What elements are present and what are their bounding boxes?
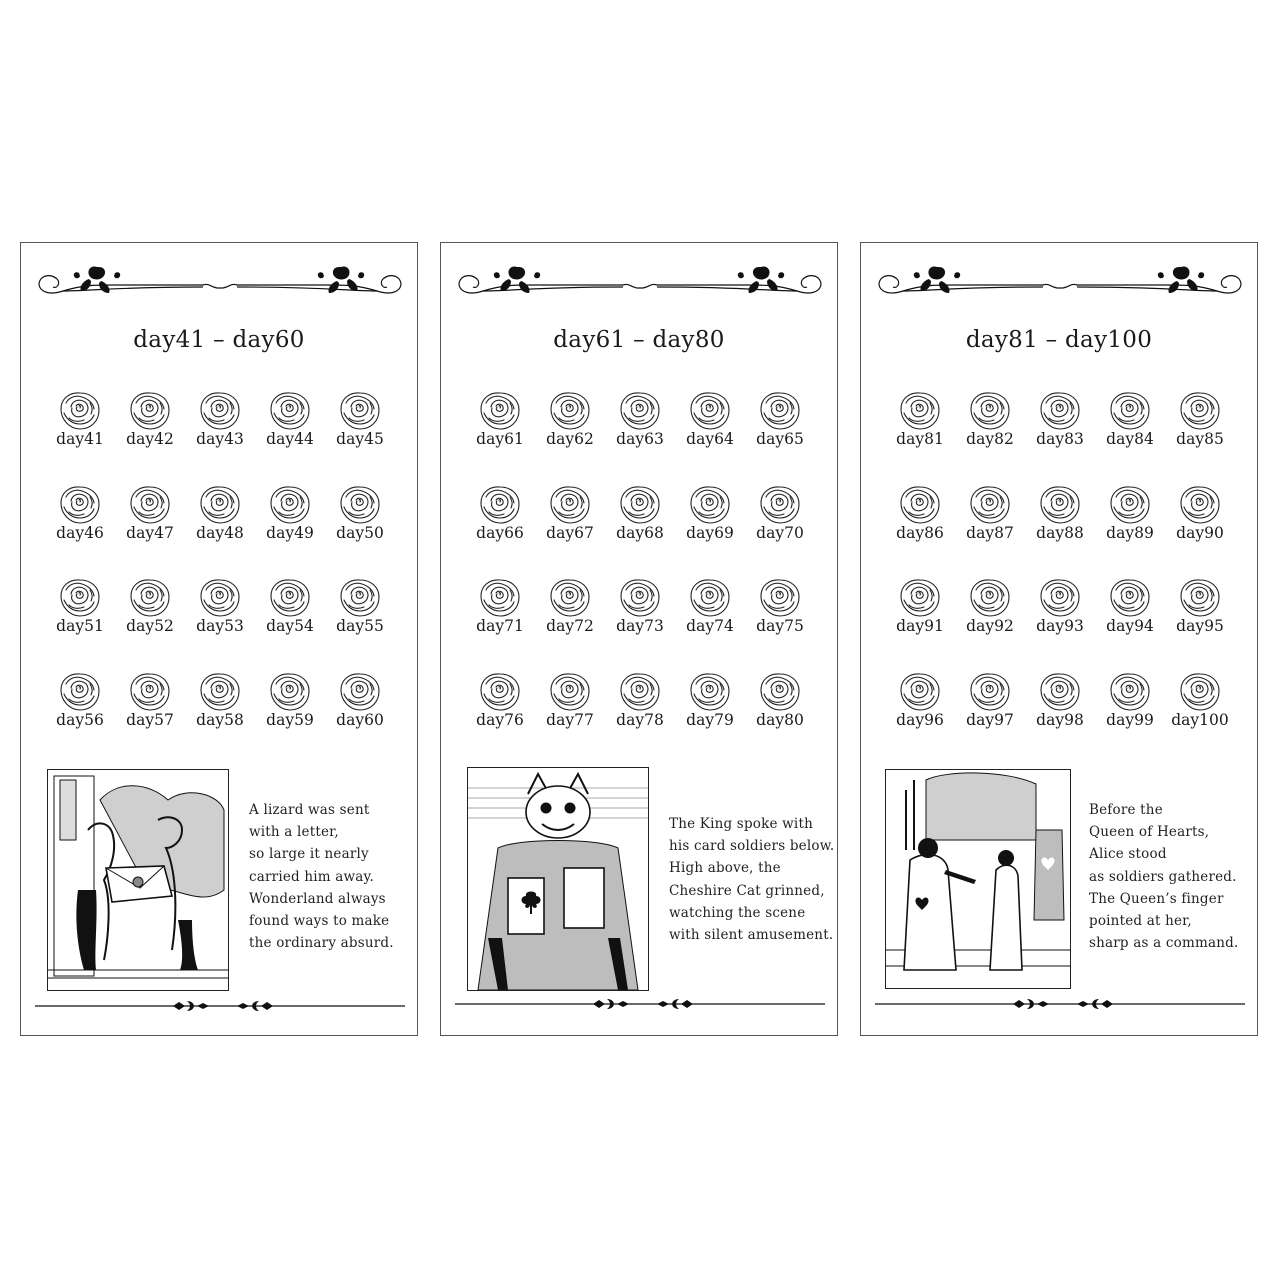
day-marker[interactable] <box>675 389 745 449</box>
day-marker[interactable] <box>115 670 185 730</box>
card-title: day81 – day100 <box>965 327 1153 353</box>
journal-card-3 <box>860 242 1258 1036</box>
day-label: day89 <box>1106 523 1154 542</box>
day-label: day43 <box>196 430 244 448</box>
day-label: day69 <box>686 523 734 542</box>
day-marker[interactable] <box>535 483 605 543</box>
rose-outline-icon <box>1176 670 1224 714</box>
day-marker[interactable] <box>605 670 675 730</box>
day-marker[interactable] <box>45 670 115 730</box>
day-marker[interactable] <box>675 670 745 730</box>
rose-outline-icon <box>196 576 244 620</box>
rose-outline-icon <box>266 483 314 527</box>
day-marker[interactable] <box>535 389 605 449</box>
rose-outline-icon <box>616 670 664 714</box>
day-marker[interactable] <box>885 389 955 449</box>
rose-outline-icon <box>756 576 804 620</box>
day-marker[interactable] <box>325 389 395 449</box>
day-grid <box>887 389 1237 739</box>
rose-flourish-ornament-icon <box>873 261 1247 313</box>
day-marker[interactable] <box>675 576 745 636</box>
day-marker[interactable] <box>45 483 115 543</box>
day-marker[interactable] <box>325 483 395 543</box>
day-marker[interactable] <box>535 670 605 730</box>
day-marker[interactable] <box>1095 670 1165 730</box>
day-label: day82 <box>966 430 1014 448</box>
day-marker[interactable] <box>1165 576 1235 636</box>
day-label: day71 <box>476 617 524 635</box>
day-label: day90 <box>1176 523 1224 542</box>
rose-outline-icon <box>756 670 804 714</box>
day-label: day70 <box>756 523 804 542</box>
day-label: day44 <box>266 430 314 448</box>
rose-outline-icon <box>546 483 594 527</box>
rose-outline-icon <box>546 576 594 620</box>
rose-outline-icon <box>126 670 174 714</box>
rose-outline-icon <box>1106 483 1154 527</box>
day-marker[interactable] <box>1165 483 1235 543</box>
day-marker[interactable] <box>1165 389 1235 449</box>
day-label: day52 <box>126 617 174 635</box>
day-marker[interactable] <box>465 576 535 636</box>
day-label: day62 <box>546 430 594 448</box>
day-label: day91 <box>896 617 944 635</box>
day-marker[interactable] <box>605 389 675 449</box>
rose-outline-icon <box>56 389 104 433</box>
day-label: day49 <box>266 523 314 542</box>
rose-outline-icon <box>196 389 244 433</box>
day-label: day95 <box>1176 617 1224 635</box>
day-label: day67 <box>546 523 594 542</box>
rose-outline-icon <box>966 483 1014 527</box>
rose-outline-icon <box>476 483 524 527</box>
day-label: day66 <box>476 523 524 542</box>
day-marker[interactable] <box>255 576 325 636</box>
day-label: day77 <box>546 710 594 729</box>
day-label: day53 <box>196 617 244 635</box>
rose-outline-icon <box>1106 389 1154 433</box>
diamond-divider-ornament-icon <box>33 995 407 1017</box>
day-marker[interactable] <box>115 576 185 636</box>
day-label: day47 <box>126 523 174 542</box>
day-label: day86 <box>896 523 944 542</box>
rose-outline-icon <box>56 670 104 714</box>
day-marker[interactable] <box>955 576 1025 636</box>
rose-outline-icon <box>476 576 524 620</box>
day-marker[interactable] <box>185 670 255 730</box>
day-label: day76 <box>476 710 524 729</box>
day-label: day45 <box>336 430 384 448</box>
day-label: day41 <box>56 430 104 448</box>
day-marker[interactable] <box>885 576 955 636</box>
day-label: day94 <box>1106 617 1154 635</box>
rose-outline-icon <box>1036 576 1084 620</box>
day-label: day74 <box>686 617 734 635</box>
day-label: day84 <box>1106 430 1154 448</box>
lizard-letter-illustration-icon <box>47 769 229 991</box>
rose-outline-icon <box>756 483 804 527</box>
rose-outline-icon <box>336 670 384 714</box>
rose-outline-icon <box>896 389 944 433</box>
day-marker[interactable] <box>325 670 395 730</box>
journal-card-1 <box>20 242 418 1036</box>
day-marker[interactable] <box>255 670 325 730</box>
day-label: day63 <box>616 430 664 448</box>
rose-outline-icon <box>1176 576 1224 620</box>
day-marker[interactable] <box>465 389 535 449</box>
day-grid <box>47 389 397 739</box>
day-label: day96 <box>896 710 944 729</box>
rose-outline-icon <box>476 389 524 433</box>
day-label: day57 <box>126 710 174 729</box>
rose-outline-icon <box>336 576 384 620</box>
day-marker[interactable] <box>255 389 325 449</box>
day-label: day81 <box>896 430 944 448</box>
day-marker[interactable] <box>185 576 255 636</box>
rose-outline-icon <box>686 576 734 620</box>
day-marker[interactable] <box>535 576 605 636</box>
rose-outline-icon <box>1176 483 1224 527</box>
day-label: day100 <box>1171 710 1229 729</box>
day-label: day56 <box>56 710 104 729</box>
day-label: day55 <box>336 617 384 635</box>
day-label: day60 <box>336 710 384 729</box>
day-label: day83 <box>1036 430 1084 448</box>
day-marker[interactable] <box>675 483 745 543</box>
rose-outline-icon <box>266 670 314 714</box>
day-marker[interactable] <box>45 576 115 636</box>
day-marker[interactable] <box>955 670 1025 730</box>
day-marker[interactable] <box>745 576 815 636</box>
card-title: day61 – day80 <box>553 327 725 353</box>
rose-outline-icon <box>196 670 244 714</box>
day-label: day73 <box>616 617 664 635</box>
day-label: day59 <box>266 710 314 729</box>
day-marker[interactable] <box>45 389 115 449</box>
journal-card-2 <box>440 242 838 1036</box>
rose-outline-icon <box>966 670 1014 714</box>
rose-outline-icon <box>266 389 314 433</box>
day-label: day98 <box>1036 710 1084 729</box>
rose-outline-icon <box>266 576 314 620</box>
day-label: day93 <box>1036 617 1084 635</box>
day-marker[interactable] <box>185 389 255 449</box>
day-marker[interactable] <box>465 670 535 730</box>
day-marker[interactable] <box>605 483 675 543</box>
day-label: day51 <box>56 617 104 635</box>
day-marker[interactable] <box>745 670 815 730</box>
rose-outline-icon <box>126 483 174 527</box>
rose-outline-icon <box>1176 389 1224 433</box>
day-label: day48 <box>196 523 244 542</box>
day-marker[interactable] <box>1025 670 1095 730</box>
day-marker[interactable] <box>1025 576 1095 636</box>
day-label: day92 <box>966 617 1014 635</box>
rose-flourish-ornament-icon <box>33 261 407 313</box>
rose-flourish-ornament-icon <box>453 261 827 313</box>
rose-outline-icon <box>616 576 664 620</box>
day-marker[interactable] <box>605 576 675 636</box>
rose-outline-icon <box>616 389 664 433</box>
day-label: day64 <box>686 430 734 448</box>
day-marker[interactable] <box>465 483 535 543</box>
day-marker[interactable] <box>955 389 1025 449</box>
day-marker[interactable] <box>115 389 185 449</box>
day-label: day75 <box>756 617 804 635</box>
day-marker[interactable] <box>745 389 815 449</box>
rose-outline-icon <box>756 389 804 433</box>
day-grid <box>467 389 817 739</box>
rose-outline-icon <box>336 483 384 527</box>
day-label: day68 <box>616 523 664 542</box>
cheshire-cat-illustration-icon <box>467 767 649 991</box>
day-marker[interactable] <box>955 483 1025 543</box>
day-marker[interactable] <box>745 483 815 543</box>
day-label: day87 <box>966 523 1014 542</box>
rose-outline-icon <box>686 389 734 433</box>
day-label: day78 <box>616 710 664 729</box>
day-label: day88 <box>1036 523 1084 542</box>
day-label: day80 <box>756 710 804 729</box>
rose-outline-icon <box>896 670 944 714</box>
day-marker[interactable] <box>1095 389 1165 449</box>
day-label: day50 <box>336 523 384 542</box>
day-marker[interactable] <box>325 576 395 636</box>
rose-outline-icon <box>1036 483 1084 527</box>
day-marker[interactable] <box>255 483 325 543</box>
rose-outline-icon <box>126 576 174 620</box>
rose-outline-icon <box>476 670 524 714</box>
day-marker[interactable] <box>1095 576 1165 636</box>
rose-outline-icon <box>966 389 1014 433</box>
day-label: day85 <box>1176 430 1224 448</box>
rose-outline-icon <box>1036 389 1084 433</box>
day-marker[interactable] <box>1025 389 1095 449</box>
day-label: day97 <box>966 710 1014 729</box>
day-label: day46 <box>56 523 104 542</box>
rose-outline-icon <box>616 483 664 527</box>
rose-outline-icon <box>896 576 944 620</box>
rose-outline-icon <box>56 576 104 620</box>
rose-outline-icon <box>1036 670 1084 714</box>
story-caption: The King spoke with his card soldiers below. High above, the Cheshire Cat grinned, watching the scene with silent amusement. <box>669 816 835 944</box>
rose-outline-icon <box>336 389 384 433</box>
card-title: day41 – day60 <box>133 327 305 353</box>
day-label: day65 <box>756 430 804 448</box>
rose-outline-icon <box>896 483 944 527</box>
day-marker[interactable] <box>885 483 955 543</box>
day-marker[interactable] <box>1095 483 1165 543</box>
queen-of-hearts-illustration-icon <box>885 769 1071 989</box>
rose-outline-icon <box>126 389 174 433</box>
diamond-divider-ornament-icon <box>453 993 827 1015</box>
rose-outline-icon <box>56 483 104 527</box>
story-caption: Before the Queen of Hearts, Alice stood as soldiers gathered. The Queen’s finger pointed at her, sharp as a command. <box>1089 802 1239 952</box>
day-label: day79 <box>686 710 734 729</box>
rose-outline-icon <box>546 670 594 714</box>
rose-outline-icon <box>1106 670 1154 714</box>
day-label: day42 <box>126 430 174 448</box>
day-marker[interactable] <box>1025 483 1095 543</box>
day-marker[interactable] <box>885 670 955 730</box>
story-caption: A lizard was sent with a letter, so large it nearly carried him away. Wonderland always found ways to make the ordinary absurd. <box>249 802 394 952</box>
day-marker[interactable] <box>115 483 185 543</box>
rose-outline-icon <box>196 483 244 527</box>
day-label: day61 <box>476 430 524 448</box>
rose-outline-icon <box>546 389 594 433</box>
day-label: day54 <box>266 617 314 635</box>
rose-outline-icon <box>686 483 734 527</box>
day-marker[interactable] <box>185 483 255 543</box>
diamond-divider-ornament-icon <box>873 993 1247 1015</box>
day-label: day99 <box>1106 710 1154 729</box>
rose-outline-icon <box>966 576 1014 620</box>
day-label: day72 <box>546 617 594 635</box>
day-label: day58 <box>196 710 244 729</box>
day-marker[interactable] <box>1165 670 1235 730</box>
rose-outline-icon <box>686 670 734 714</box>
rose-outline-icon <box>1106 576 1154 620</box>
